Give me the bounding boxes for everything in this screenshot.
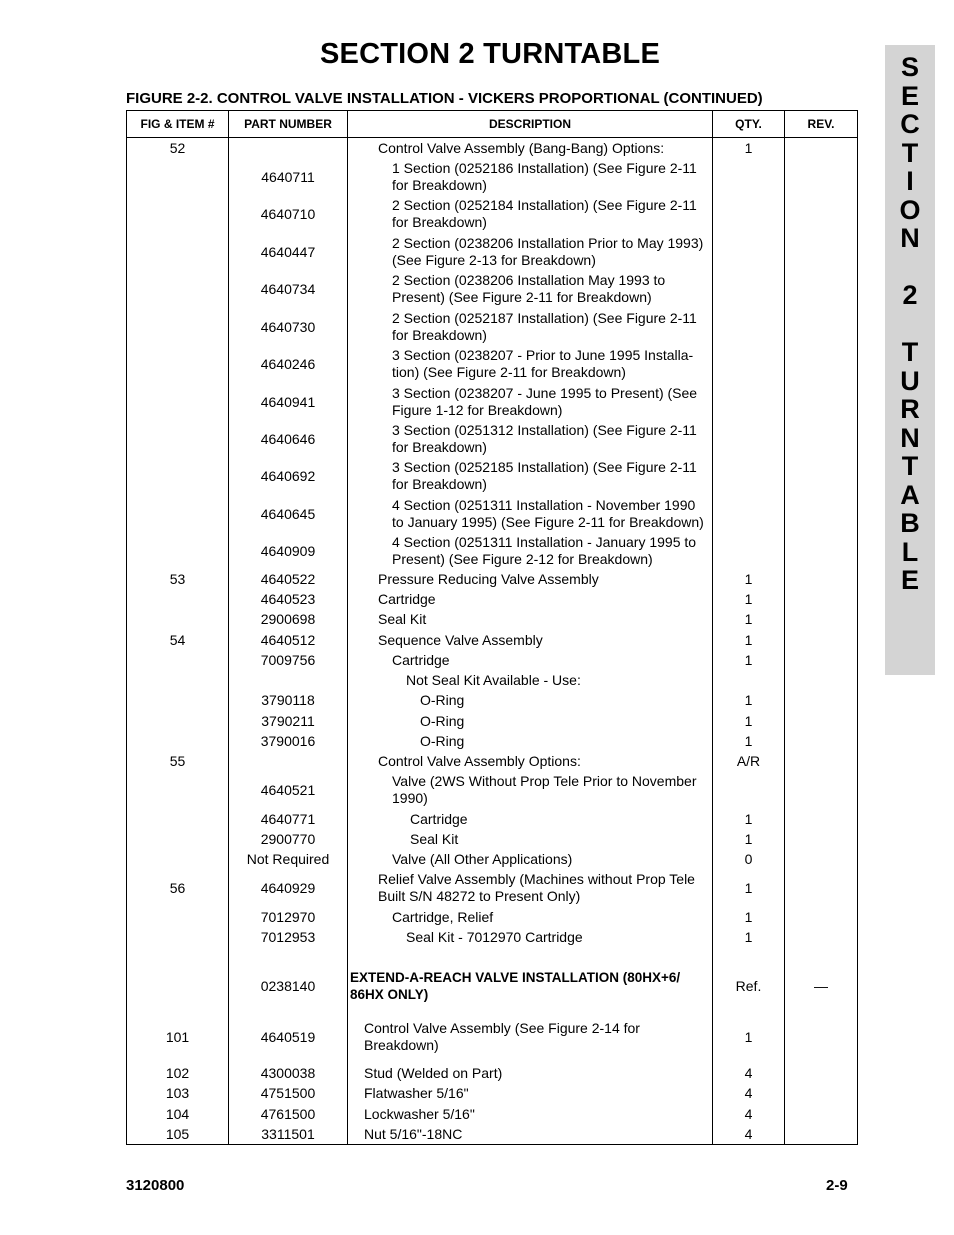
fig-item-cell — [127, 233, 228, 271]
table-row — [127, 849, 857, 869]
part-number-cell: 3790211 — [261, 712, 315, 729]
side-tab-letter: U — [900, 365, 920, 396]
fig-item-cell — [127, 308, 228, 346]
section-side-tab — [885, 45, 935, 675]
fig-item-cell: 105 — [165, 1125, 190, 1142]
side-tab-letter: 2 — [902, 280, 918, 310]
table-row — [127, 907, 857, 927]
table-row — [127, 138, 857, 158]
qty-cell: 1 — [744, 830, 753, 847]
rev-cell — [785, 690, 857, 710]
qty-cell — [713, 158, 784, 196]
header-fig-item: FIG & ITEM # — [140, 117, 215, 131]
side-tab-letter: B — [900, 508, 920, 538]
table-row — [127, 1083, 857, 1103]
description-cell: Cartridge — [378, 590, 436, 607]
qty-cell: 1 — [744, 590, 753, 607]
table-row — [127, 195, 857, 233]
rev-cell — [785, 383, 857, 421]
table-row — [127, 630, 857, 650]
part-number-cell: 4640734 — [260, 280, 316, 297]
part-number-cell: 0238140 — [260, 977, 316, 994]
side-tab-letter: N — [900, 422, 920, 453]
description-cell: Lockwasher 5/16" — [364, 1105, 475, 1122]
rev-cell — [785, 609, 857, 629]
rev-cell: — — [814, 977, 828, 994]
qty-cell — [713, 270, 784, 308]
qty-cell: 1 — [744, 691, 753, 708]
side-tab-letter: E — [900, 565, 919, 595]
qty-cell: 4 — [744, 1084, 753, 1101]
description-cell: Cartridge, Relief — [392, 908, 494, 925]
qty-cell: Ref. — [735, 977, 762, 994]
description-cell: Seal Kit — [410, 830, 459, 847]
side-tab-letter: S — [900, 52, 919, 82]
rev-cell — [785, 731, 857, 751]
fig-item-cell — [127, 809, 228, 829]
rev-cell — [785, 907, 857, 927]
fig-item-cell — [127, 270, 228, 308]
table-row — [127, 670, 857, 690]
fig-item-cell — [127, 731, 228, 751]
side-tab-letter: C — [900, 109, 920, 139]
part-number-cell: 7012953 — [260, 928, 316, 945]
table-row — [127, 650, 857, 670]
table-row — [127, 809, 857, 829]
description-cell: 3 Section (0252185 Installation) (See Figure 2-11 for Breakdown) — [392, 459, 697, 492]
description-cell: O-Ring — [420, 691, 465, 708]
qty-cell: 4 — [744, 1064, 753, 1081]
fig-item-cell — [127, 927, 228, 947]
part-number-cell — [229, 670, 347, 690]
qty-cell: 1 — [744, 139, 753, 156]
rev-cell — [785, 233, 857, 271]
table-row — [127, 383, 857, 421]
description-cell: Relief Valve Assembly (Machines without Prop Tele Built S/N 48272 to Present Only) — [378, 871, 695, 904]
fig-item-cell — [127, 495, 228, 533]
rev-cell — [785, 138, 857, 158]
rev-cell — [785, 751, 857, 771]
part-number-cell: 7012970 — [260, 908, 316, 925]
qty-cell — [713, 195, 784, 233]
section-title: SECTION 2 TURNTABLE — [320, 38, 660, 70]
rev-cell — [785, 270, 857, 308]
qty-cell: 1 — [744, 631, 753, 648]
part-number-cell: 3790016 — [260, 732, 316, 749]
fig-item-cell — [127, 849, 228, 869]
fig-item-cell — [127, 589, 228, 609]
part-number-cell — [229, 751, 347, 771]
description-cell: Sequence Valve Assembly — [378, 631, 543, 648]
part-number-cell: 7009756 — [260, 651, 316, 668]
part-number-cell: 3790118 — [261, 691, 315, 708]
rev-cell — [785, 1104, 857, 1124]
qty-cell — [713, 457, 784, 495]
rev-cell — [785, 1083, 857, 1103]
qty-cell: 0 — [744, 850, 753, 867]
qty-cell: 4 — [744, 1105, 753, 1122]
qty-cell: 1 — [744, 712, 753, 729]
fig-item-cell — [127, 345, 228, 383]
description-cell: 3 Section (0238207 - Prior to June 1995 Installa-tion) (See Figure 2-11 for Breakdown) — [392, 347, 694, 380]
rev-cell — [785, 927, 857, 947]
fig-item-cell — [127, 711, 228, 731]
table-row — [127, 1104, 857, 1124]
table-row — [127, 1124, 857, 1144]
fig-item-cell — [127, 829, 228, 849]
qty-cell — [713, 532, 784, 570]
qty-cell: 1 — [744, 1028, 753, 1045]
rev-cell — [785, 589, 857, 609]
description-cell: 3 Section (0251312 Installation) (See Figure 2-11 for Breakdown) — [392, 422, 697, 455]
description-cell: Valve (2WS Without Prop Tele Prior to November 1990) — [392, 773, 697, 806]
description-cell: Seal Kit - 7012970 Cartridge — [406, 928, 583, 945]
description-cell: Pressure Reducing Valve Assembly — [378, 570, 599, 587]
fig-item-cell: 104 — [165, 1105, 190, 1122]
qty-cell: 1 — [744, 732, 753, 749]
table-row — [127, 457, 857, 495]
qty-cell — [713, 233, 784, 271]
side-tab-letters — [885, 53, 935, 595]
fig-item-cell: 53 — [169, 570, 186, 587]
fig-item-cell — [127, 907, 228, 927]
rev-cell — [785, 420, 857, 458]
side-tab-letter: O — [899, 194, 921, 225]
fig-item-cell: 102 — [165, 1064, 190, 1081]
fig-item-cell: 55 — [169, 752, 186, 769]
fig-item-cell: 103 — [165, 1084, 190, 1101]
qty-cell: A/R — [736, 752, 761, 769]
description-cell: Nut 5/16"-18NC — [364, 1125, 463, 1142]
side-tab-letter — [885, 253, 935, 282]
fig-item-cell — [127, 771, 228, 809]
side-tab-letter: T — [901, 451, 919, 481]
side-tab-letter: T — [901, 137, 919, 168]
table-row — [127, 495, 857, 533]
table-row — [127, 158, 857, 196]
qty-cell — [713, 345, 784, 383]
table-row — [127, 420, 857, 458]
rev-cell — [785, 771, 857, 809]
part-number-cell: 4640645 — [260, 505, 316, 522]
part-number-cell: 4761500 — [260, 1105, 316, 1122]
part-number-cell: 4640246 — [260, 355, 316, 372]
description-cell: 2 Section (0252187 Installation) (See Figure 2-11 for Breakdown) — [392, 310, 697, 343]
qty-cell — [713, 308, 784, 346]
part-number-cell: 4300038 — [260, 1064, 316, 1081]
rev-cell — [785, 308, 857, 346]
description-cell: 3 Section (0238207 - June 1995 to Present) (See Figure 1-12 for Breakdown) — [392, 385, 698, 418]
rev-cell — [785, 1063, 857, 1083]
fig-item-cell — [127, 195, 228, 233]
description-cell: 2 Section (0238206 Installation May 1993 to Present) (See Figure 2-11 for Breakdown) — [392, 272, 666, 305]
description-cell: Stud (Welded on Part) — [364, 1064, 503, 1081]
qty-cell: 1 — [744, 570, 753, 587]
table-row — [127, 532, 857, 570]
table-row — [127, 1063, 857, 1083]
table-row — [127, 771, 857, 809]
fig-item-cell — [127, 383, 228, 421]
table-row — [127, 927, 857, 947]
header-qty: QTY. — [735, 117, 762, 131]
part-number-cell: 2900698 — [260, 610, 316, 627]
qty-cell: 1 — [744, 651, 753, 668]
rev-cell — [785, 869, 857, 907]
table-row — [127, 233, 857, 271]
part-number-cell: 4640522 — [260, 570, 316, 587]
part-number-cell — [229, 138, 347, 158]
qty-cell — [713, 420, 784, 458]
rev-cell — [785, 1018, 857, 1056]
description-cell: 4 Section (0251311 Installation - November 1990 to January 1995) (See Figure 2-11 for Breakdown) — [392, 497, 704, 530]
part-number-cell: 2900770 — [260, 830, 316, 847]
qty-cell — [713, 771, 784, 809]
fig-item-cell — [127, 670, 228, 690]
qty-cell: 1 — [744, 928, 753, 945]
side-tab-letter: E — [900, 80, 919, 111]
rev-cell — [785, 1124, 857, 1144]
fig-item-cell: 52 — [169, 139, 186, 156]
part-number-cell: 4640730 — [260, 318, 316, 335]
qty-cell: 1 — [744, 879, 753, 896]
side-tab-letter: I — [906, 166, 914, 196]
description-cell: Cartridge — [410, 810, 468, 827]
table-row — [127, 569, 857, 589]
rev-cell — [785, 670, 857, 690]
fig-item-cell — [127, 158, 228, 196]
description-cell: Cartridge — [392, 651, 450, 668]
description-cell: Not Seal Kit Available - Use: — [406, 671, 581, 688]
rev-cell — [785, 829, 857, 849]
table-row — [127, 869, 857, 907]
description-cell: 2 Section (0252184 Installation) (See Figure 2-11 for Breakdown) — [392, 197, 697, 230]
fig-item-cell: 56 — [169, 879, 186, 896]
rev-cell — [785, 195, 857, 233]
table-row — [127, 589, 857, 609]
part-number-cell: Not Required — [246, 850, 330, 867]
table-row — [127, 270, 857, 308]
table-row — [127, 711, 857, 731]
table-row — [127, 829, 857, 849]
part-number-cell: 4751500 — [260, 1084, 316, 1101]
part-number-cell: 4640523 — [260, 590, 316, 607]
qty-cell — [713, 383, 784, 421]
table-row — [127, 308, 857, 346]
description-cell: Valve (All Other Applications) — [392, 850, 573, 867]
rev-cell — [785, 532, 857, 570]
description-cell: Control Valve Assembly (Bang-Bang) Options: — [378, 139, 665, 156]
description-cell: O-Ring — [420, 712, 465, 729]
table-row — [127, 1018, 857, 1056]
side-tab-letter: A — [900, 479, 920, 510]
description-cell: 2 Section (0238206 Installation Prior to May 1993) (See Figure 2-13 for Breakdown) — [392, 235, 704, 268]
qty-cell: 1 — [744, 610, 753, 627]
parts-table — [126, 110, 858, 1145]
figure-title: FIGURE 2-2. CONTROL VALVE INSTALLATION - VICKERS PROPORTIONAL (CONTINUED) — [126, 90, 763, 107]
part-number-cell: 4640909 — [260, 542, 316, 559]
part-number-cell: 3311501 — [261, 1125, 315, 1142]
part-number-cell: 4640711 — [261, 168, 315, 185]
side-tab-letter: L — [901, 536, 919, 567]
part-number-cell: 4640646 — [260, 430, 316, 447]
table-row — [127, 731, 857, 751]
description-cell: Seal Kit — [378, 610, 427, 627]
description-cell: Control Valve Assembly (See Figure 2-14 for Breakdown) — [364, 1020, 640, 1053]
side-tab-letter: N — [900, 223, 920, 253]
header-rev: REV. — [807, 117, 835, 131]
fig-item-cell — [127, 457, 228, 495]
page-number: 2-9 — [826, 1177, 848, 1194]
rev-cell — [785, 650, 857, 670]
side-tab-letter: T — [901, 337, 919, 367]
fig-item-cell — [127, 532, 228, 570]
rev-cell — [785, 345, 857, 383]
rev-cell — [785, 849, 857, 869]
side-tab-letter: R — [900, 394, 920, 424]
part-number-cell: 4640941 — [260, 393, 316, 410]
rev-cell — [785, 457, 857, 495]
description-cell: O-Ring — [420, 732, 465, 749]
side-tab-letter — [885, 310, 935, 339]
rev-cell — [785, 569, 857, 589]
description-cell: 4 Section (0251311 Installation - January 1995 to Present) (See Figure 2-12 for Breakdown) — [392, 534, 697, 567]
qty-cell — [713, 495, 784, 533]
table-row — [127, 958, 857, 1014]
table-header — [127, 111, 857, 138]
fig-item-cell — [127, 609, 228, 629]
fig-item-cell — [127, 690, 228, 710]
part-number-cell: 4640929 — [260, 879, 316, 896]
description-cell: Control Valve Assembly Options: — [378, 752, 581, 769]
description-cell: 1 Section (0252186 Installation) (See Figure 2-11 for Breakdown) — [392, 160, 697, 193]
qty-cell: 4 — [744, 1125, 753, 1142]
part-number-cell: 4640710 — [260, 205, 316, 222]
qty-cell — [713, 670, 784, 690]
header-part-number: PART NUMBER — [244, 117, 332, 131]
part-number-cell: 4640519 — [260, 1028, 316, 1045]
fig-item-cell — [127, 958, 228, 1014]
description-cell: EXTEND-A-REACH VALVE INSTALLATION (80HX+6/ 86HX ONLY) — [350, 970, 681, 1002]
part-number-cell: 4640447 — [260, 243, 316, 260]
rev-cell — [785, 630, 857, 650]
rev-cell — [785, 158, 857, 196]
part-number-cell: 4640512 — [260, 631, 316, 648]
rev-cell — [785, 495, 857, 533]
table-row — [127, 345, 857, 383]
fig-item-cell — [127, 650, 228, 670]
table-row — [127, 690, 857, 710]
rev-cell — [785, 809, 857, 829]
table-row — [127, 751, 857, 771]
rev-cell — [785, 711, 857, 731]
part-number-cell: 4640771 — [260, 810, 316, 827]
fig-item-cell: 101 — [165, 1028, 190, 1045]
header-description: DESCRIPTION — [488, 117, 571, 131]
qty-cell: 1 — [744, 810, 753, 827]
fig-item-cell: 54 — [169, 631, 186, 648]
part-number-cell: 4640521 — [260, 781, 316, 798]
document-number: 3120800 — [126, 1177, 185, 1194]
description-cell: Flatwasher 5/16" — [364, 1084, 469, 1101]
table-row — [127, 609, 857, 629]
part-number-cell: 4640692 — [260, 467, 316, 484]
qty-cell: 1 — [744, 908, 753, 925]
fig-item-cell — [127, 420, 228, 458]
